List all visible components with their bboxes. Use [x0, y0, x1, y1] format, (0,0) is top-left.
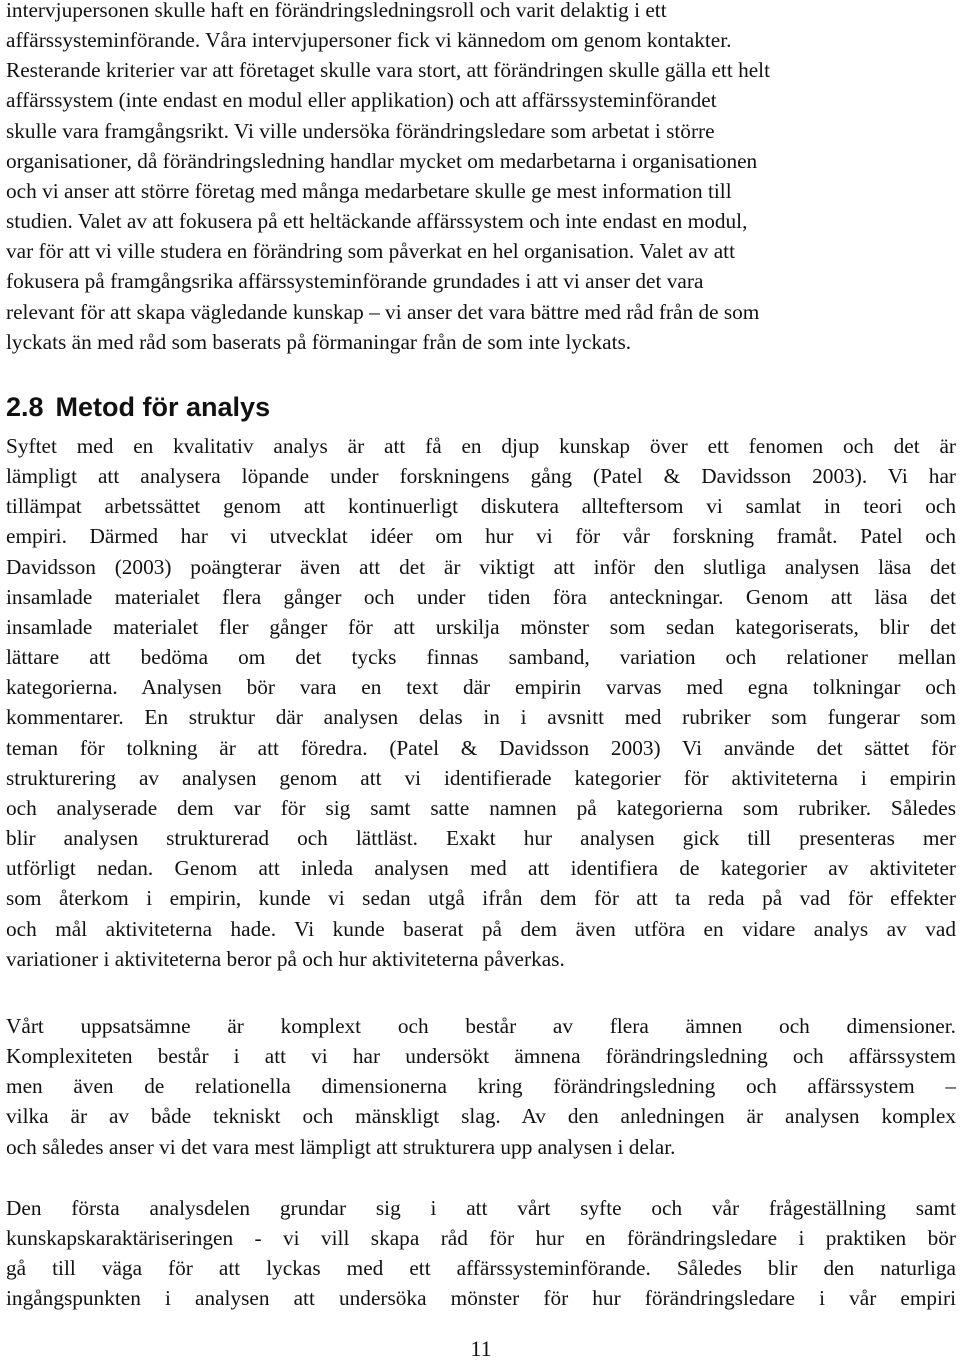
text-line: empiri. Därmed har vi utvecklat idéer om hur vi för vår forskning framåt. Patel och — [6, 524, 956, 549]
text-line: fokusera på framgångsrika affärssysteminförande grundades i att vi anser det vara — [6, 269, 704, 294]
paragraph-first-analysis-part — [6, 1193, 956, 1314]
text-line: affärssystem (inte endast en modul eller applikation) och att affärssysteminförandet — [6, 88, 717, 113]
paragraph-complexity — [6, 1011, 956, 1162]
text-line: Davidsson (2003) poängterar även att det är viktigt att inför den slutliga analysen läsa det — [6, 554, 956, 579]
text-line: organisationer, då förändringsledning handlar mycket om medarbetarna i organisationen — [6, 148, 758, 173]
page-number: 11 — [470, 1336, 492, 1361]
section-number: 2.8 — [6, 392, 44, 422]
text-line: lämpligt att analysera löpande under forskningens gång (Patel & Davidsson 2003). Vi har — [6, 464, 956, 489]
text-line: lättare att bedöma om det tycks finnas samband, variation och relationer mellan — [6, 645, 956, 670]
text-line: insamlade materialet flera gånger och under tiden föra anteckningar. Genom att läsa det — [6, 584, 956, 609]
text-line: vilka är av både tekniskt och mänskligt slag. Av den anledningen är analysen komplex — [6, 1104, 956, 1129]
text-line: och analyserade dem var för sig samt satte namnen på kategorierna som rubriker. Således — [6, 795, 956, 820]
text-line: intervjupersonen skulle haft en förändringsledningsroll och varit delaktig i ett — [6, 0, 667, 22]
text-line: men även de relationella dimensionerna kring förändringsledning och affärssystem – — [6, 1074, 956, 1099]
text-line: Resterande kriterier var att företaget skulle vara stort, att förändringen skulle gälla ett helt — [6, 58, 771, 83]
text-line: Vårt uppsatsämne är komplext och består av flera ämnen och dimensioner. — [6, 1014, 956, 1038]
text-line: strukturering av analysen genom att vi identifierade kategorier för aktiviteterna i empirin — [6, 765, 956, 790]
section-heading — [6, 390, 270, 424]
text-line: Syftet med en kvalitativ analys är att få en djup kunskap över ett fenomen och det är — [6, 434, 956, 458]
text-line: insamlade materialet fler gånger för att urskilja mönster som sedan kategoriserats, blir det — [6, 614, 956, 639]
text-line: skulle vara framgångsrikt. Vi ville undersöka förändringsledare som arbetat i större — [6, 118, 715, 143]
text-line: Komplexiteten består i att vi har undersökt ämnena förändringsledning och affärssystem — [6, 1044, 956, 1069]
text-line: studien. Valet av att fokusera på ett heltäckande affärssystem och inte endast en modul, — [6, 209, 748, 234]
text-line: och mål aktiviteterna hade. Vi kunde baserat på dem även utföra en vidare analys av vad — [6, 916, 956, 941]
text-line: kommentarer. En struktur där analysen delas in i avsnitt med rubriker som fungerar som — [6, 705, 956, 730]
paragraph-analysis-method — [6, 431, 956, 974]
text-line: variationer i aktiviteterna beror på och hur aktiviteterna påverkas. — [6, 946, 565, 971]
text-line: utförligt nedan. Genom att inleda analysen med att identifiera de kategorier av aktiviteter — [6, 856, 956, 881]
text-line: lyckats än med råd som baserats på förmaningar från de som inte lyckats. — [6, 329, 632, 354]
text-line: gå till väga för att lyckas med ett affärssysteminförande. Således blir den naturliga — [6, 1256, 956, 1281]
text-line: teman för tolkning är att föredra. (Patel & Davidsson 2003) Vi använde det sättet för — [6, 735, 956, 760]
document-page — [6, 0, 956, 1364]
text-line: och vi anser att större företag med många medarbetare skulle ge mest information till — [6, 178, 732, 203]
text-line: och således anser vi det vara mest lämpligt att strukturera upp analysen i delar. — [6, 1134, 676, 1159]
text-line: affärssysteminförande. Våra intervjupersoner fick vi kännedom om genom kontakter. — [6, 28, 732, 53]
text-line: Den första analysdelen grundar sig i att vårt syfte och vår frågeställning samt — [6, 1196, 956, 1220]
text-line: ingångspunkten i analysen att undersöka mönster för hur förändringsledare i vår empiri — [6, 1286, 956, 1311]
text-line: tillämpat arbetssättet genom att kontinuerligt diskutera allteftersom vi samlat in teori och — [6, 494, 956, 519]
text-line: blir analysen strukturerad och lättläst. Exakt hur analysen gick till presenteras mer — [6, 826, 956, 851]
text-line: var för att vi ville studera en förändring som påverkat en hel organisation. Valet av att — [6, 239, 735, 264]
paragraph-criteria — [6, 0, 956, 357]
section-title: Metod för analys — [55, 392, 271, 422]
text-line: relevant för att skapa vägledande kunskap – vi anser det vara bättre med råd från de som — [6, 299, 760, 324]
text-line: kategorierna. Analysen bör vara en text där empirin varvas med egna tolkningar och — [6, 675, 956, 700]
text-line: kunskapskaraktäriseringen - vi vill skapa råd för hur en förändringsledare i praktiken bör — [6, 1226, 956, 1251]
text-line: som återkom i empirin, kunde vi sedan utgå ifrån dem för att ta reda på vad för effekter — [6, 886, 956, 911]
